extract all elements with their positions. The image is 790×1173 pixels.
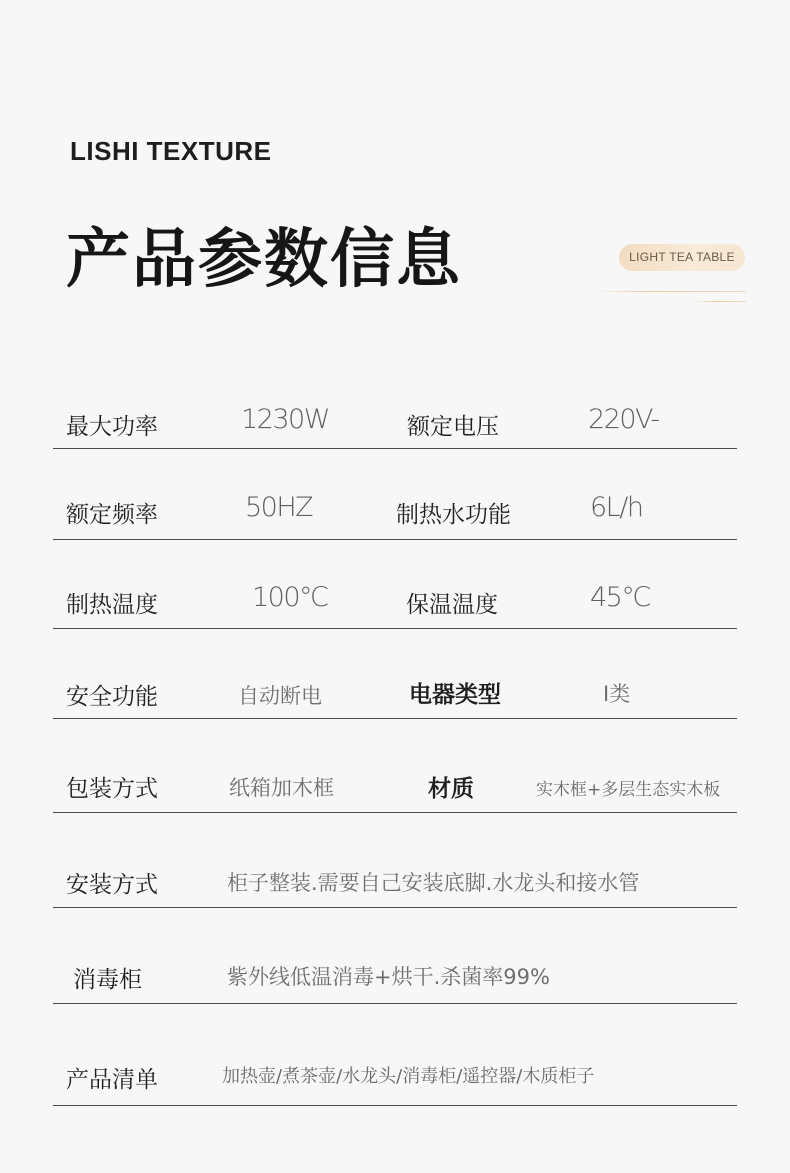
decorative-divider: [694, 301, 746, 302]
spec-row: [53, 628, 737, 719]
spec-row: [53, 390, 737, 449]
spec-value: 1230W: [241, 404, 329, 435]
spec-row: [53, 812, 737, 908]
spec-row: [53, 1003, 737, 1106]
spec-value: 纸箱加木框: [229, 776, 334, 800]
spec-value: 柜子整装.需要自己安装底脚.水龙头和接水管: [227, 871, 640, 895]
spec-value: 加热壶/煮茶壶/水龙头/消毒柜/遥控器/木质柜子: [222, 1066, 595, 1087]
spec-label: 材质: [428, 776, 474, 802]
spec-value: 220V-: [588, 404, 659, 435]
decorative-divider: [592, 291, 746, 292]
spec-value: 自动断电: [238, 684, 322, 708]
spec-label: 产品清单: [66, 1067, 158, 1093]
spec-label: 安全功能: [66, 684, 158, 710]
category-badge: LIGHT TEA TABLE: [619, 244, 745, 271]
spec-row: [53, 539, 737, 629]
spec-value: 6L/h: [590, 492, 643, 523]
spec-value: 50HZ: [245, 492, 313, 523]
spec-label: 安装方式: [66, 872, 158, 898]
spec-value: 紫外线低温消毒+烘干.杀菌率99%: [227, 965, 550, 989]
spec-label: 额定频率: [66, 502, 158, 528]
spec-row: [53, 718, 737, 813]
spec-label: 包装方式: [66, 776, 158, 802]
spec-label: 额定电压: [407, 414, 499, 440]
page-title: 产品参数信息: [66, 223, 462, 297]
spec-value: 100℃: [252, 582, 328, 613]
spec-row: [53, 448, 737, 540]
spec-row: [53, 907, 737, 1004]
spec-value: 实木框+多层生态实木板: [536, 780, 721, 800]
spec-label: 消毒柜: [73, 967, 142, 993]
brand-name: LISHI TEXTURE: [70, 136, 272, 166]
spec-label: 制热温度: [66, 592, 158, 618]
spec-value: 45℃: [590, 582, 651, 613]
spec-label: 电器类型: [409, 682, 501, 708]
spec-label: 制热水功能: [396, 502, 511, 528]
spec-value: I类: [603, 682, 631, 706]
spec-label: 最大功率: [66, 414, 158, 440]
spec-label: 保温温度: [406, 592, 498, 618]
